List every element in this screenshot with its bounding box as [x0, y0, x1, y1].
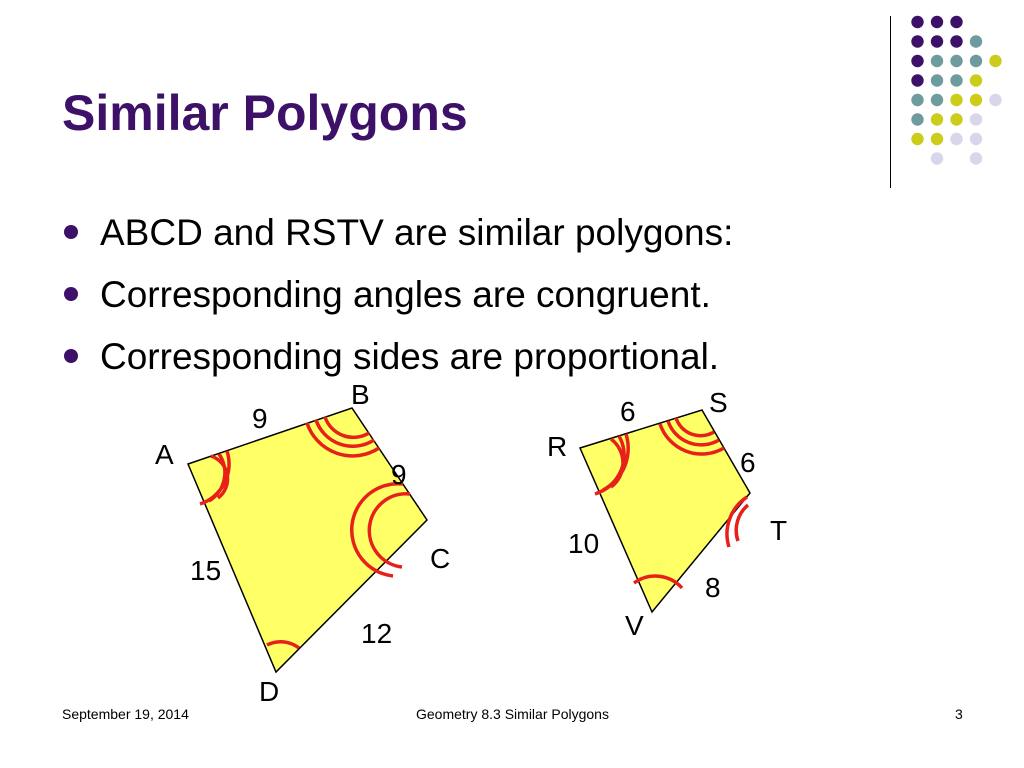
bullet-text: Corresponding angles are congruent. — [100, 274, 711, 315]
vertex-label-r: R — [547, 431, 568, 462]
footer-date: September 19, 2014 — [62, 706, 189, 722]
bullet-text: ABCD and RSTV are similar polygons: — [100, 212, 734, 253]
side-label-cd: 12 — [361, 618, 393, 649]
footer-course-title: Geometry 8.3 Similar Polygons — [416, 706, 609, 722]
side-label-rs: 6 — [620, 396, 636, 427]
vertex-label-v: V — [625, 610, 644, 641]
slide-title: Similar Polygons — [62, 85, 468, 141]
vertex-label-a: A — [155, 439, 174, 470]
polygon-rstv — [580, 410, 750, 612]
side-label-ab: 9 — [252, 403, 268, 434]
vertex-label-t: T — [770, 515, 788, 546]
side-label-bc: 9 — [391, 459, 407, 490]
vertex-label-c: C — [430, 543, 451, 574]
side-label-st: 6 — [740, 447, 756, 478]
side-label-tv: 8 — [705, 572, 721, 603]
side-label-vr: 10 — [568, 528, 600, 559]
vertex-label-d: D — [259, 676, 280, 707]
footer-page-number: 3 — [955, 706, 963, 722]
side-label-da: 15 — [190, 555, 222, 586]
bullet-text: Corresponding sides are proportional. — [100, 336, 720, 377]
vertex-label-b: B — [351, 379, 370, 410]
vertex-label-s: S — [709, 387, 728, 418]
